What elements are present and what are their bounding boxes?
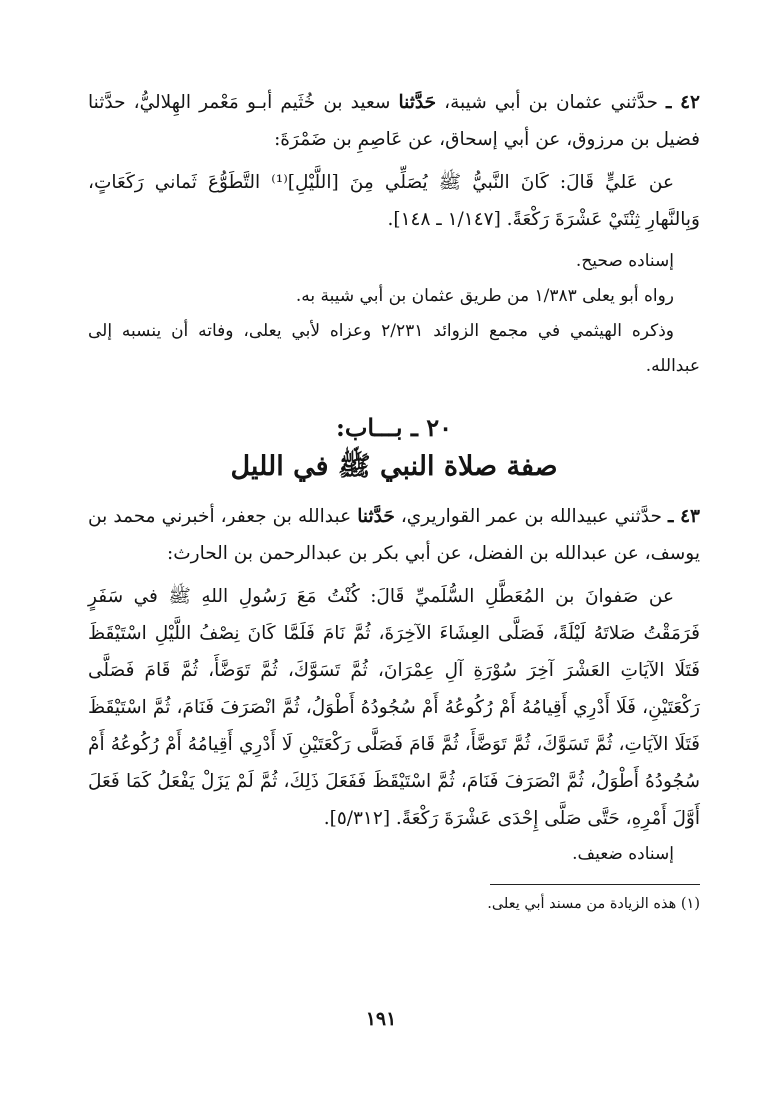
hadith-42-isnad-part-a: حدَّثني عثمان بن أبي شيبة، bbox=[436, 92, 667, 113]
chapter-title: صفة صلاة النبي ﷺ في الليل bbox=[230, 451, 558, 482]
hadith-42-isnad bbox=[88, 84, 700, 158]
hadith-42-grade: إسناده صحيح. bbox=[575, 251, 674, 271]
hadith-43-isnad-haddathana: حَدَّثنا bbox=[357, 506, 395, 527]
hadith-42-isnad-part-c: سعيد بن خُثَيم أبـو مَعْمر الهِلاليُّ، حدَّثنا فضيل بن مرزوق، عن أبي إسحاق، عن عَاصِمِ بن ضَمْرَةَ: bbox=[88, 92, 700, 150]
footnote-divider bbox=[490, 884, 700, 885]
footnote: (١) هذه الزيادة من مسند أبي يعلى. bbox=[487, 896, 700, 912]
hadith-43-isnad-part-c: عبدالله بن جعفر، أخبرني محمد بن يوسف، عن عبدالله بن الفضل، عن أبي بكر بن عبدالرحمن بن الحارث: bbox=[88, 506, 700, 564]
hadith-42-matn: عن عَليٍّ قَالَ: كَانَ النَّبيُّ ﷺ يُصَلِّي مِنَ [اللَّيْلِ]⁽¹⁾ التَّطَوُّعَ ثَماني رَكَعَاتٍ، وَبِالنَّهارِ ثِنْتَيْ عَشْرَةَ رَكْعَةً. [١/١٤٧ ـ ١٤٨]. bbox=[88, 172, 700, 230]
hadith-42-isnad-haddathana: حَدَّثنا bbox=[398, 92, 437, 113]
hadith-43-grade: إسناده ضعيف. bbox=[572, 844, 674, 864]
hadith-43-isnad bbox=[88, 498, 700, 572]
chapter-label: ٢٠ ـ بـــاب: bbox=[335, 413, 453, 442]
hadith-42-number: ٤٢ ـ bbox=[666, 92, 700, 113]
hadith-42-source-1: رواه أبو يعلى ١/٣٨٣ من طريق عثمان بن أبي شيبة به. bbox=[295, 286, 674, 306]
hadith-43-isnad-part-a: حدَّثني عبيدالله بن عمر القواريري، bbox=[394, 506, 669, 527]
page-body bbox=[88, 84, 700, 917]
hadith-42-source-2: وذكره الهيثمي في مجمع الزوائد ٢/٢٣١ وعزاه لأبي يعلى، وفاته أن ينسبه إلى عبدالله. bbox=[88, 321, 700, 376]
hadith-43-matn: عن صَفوانَ بن المُعَطَّلِ السُّلَميِّ قَالَ: كُنْتُ مَعَ رَسُولِ اللهِ ﷺ في سَفَرٍ فَرَمَقْتُ صَلاتَهُ لَيْلَةً، فَصَلَّى العِشَاءَ الآخِرَةَ، ثُمَّ نَامَ فَلَمَّا كَانَ نِصْفُ اللَّيْلِ اسْتَيْقَظَ فَتَلَا الآيَاتِ العَشْرَ آخِرَ سُوْرَةِ آلِ عِمْرَانَ، ثُمَّ تَسَوَّكَ، ثُمَّ تَوَضَّأَ، ثُمَّ قَامَ فَصَلَّى رَكْعَتَيْنِ، فَلَا أَدْرِي أَقِيامُهُ أَمْ رُكُوعُهُ أَمْ سُجُودُهُ أَطْوَلُ، ثُمَّ انْصَرَفَ فَنَامَ، ثُمَّ اسْتَيْقَظَ فَتَلَا الآيَاتِ، ثُمَّ تَسَوَّكَ، ثُمَّ تَوَضَّأَ، ثُمَّ قَامَ فَصَلَّى رَكْعَتَيْنِ لَا أَدْرِي أَقِيامُهُ أَمْ رُكُوعُهُ أَمْ سُجُودُهُ أَطْوَلُ، ثُمَّ انْصَرَفَ فَنَامَ، ثُمَّ اسْتَيْقَظَ فَفَعَلَ ذَلِكَ، ثُمَّ لَمْ يَزَلْ يَفْعَلُ كَمَا فَعَلَ أَوَّلَ أَمْرِهِ، حَتَّى صَلَّى إِحْدَى عَشْرَةَ رَكْعَةً. [٥/٣١٢]. bbox=[88, 586, 700, 829]
hadith-43-number: ٤٣ ـ bbox=[668, 506, 700, 527]
page-number: ١٩١ bbox=[365, 1008, 397, 1030]
